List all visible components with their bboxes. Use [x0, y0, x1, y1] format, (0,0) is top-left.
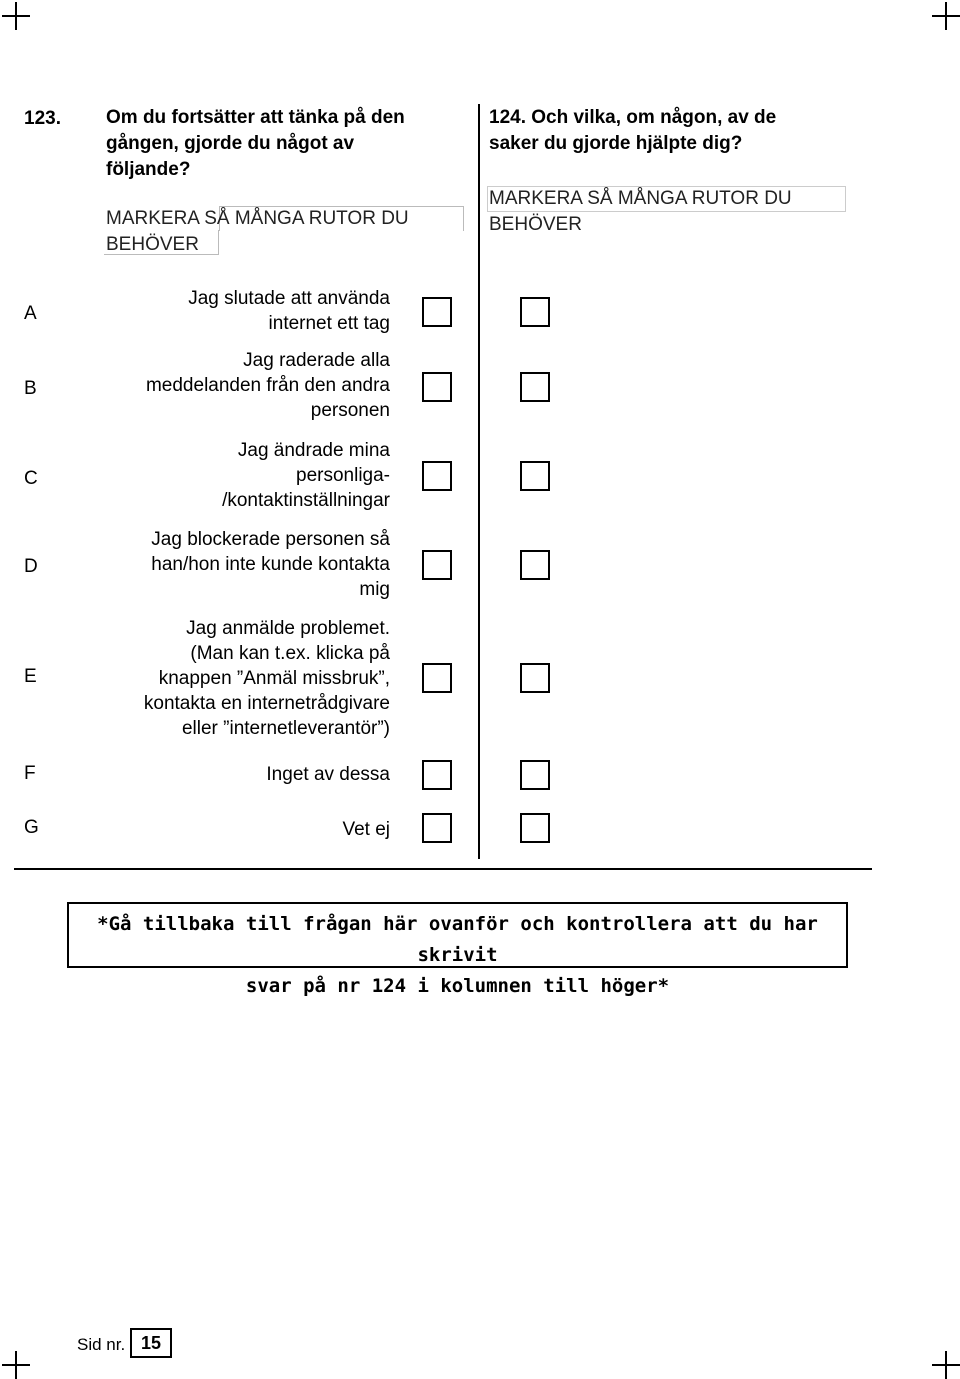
- row-g-q123-checkbox[interactable]: [422, 813, 452, 843]
- row-a-q124-checkbox[interactable]: [520, 297, 550, 327]
- row-d-q124-checkbox[interactable]: [520, 550, 550, 580]
- row-a-letter: A: [24, 303, 37, 324]
- question-123-number: 123.: [24, 108, 61, 129]
- row-d-q123-checkbox[interactable]: [422, 550, 452, 580]
- row-b-label: Jag raderade alla meddelanden från den andra personen: [145, 350, 390, 421]
- question-123-instruction: MARKERA SÅ MÅNGA RUTOR DU BEHÖVER: [106, 208, 409, 255]
- instruction-notice: *Gå tillbaka till frågan här ovanför och kontrollera att du har skrivit svar på nr 124 i kolumnen till höger*: [67, 902, 848, 968]
- row-c-label: Jag ändrade mina personliga- /kontaktinställningar: [222, 440, 390, 511]
- row-e-q123-checkbox[interactable]: [422, 663, 452, 693]
- row-g-label: Vet ej: [342, 819, 390, 840]
- row-b-letter: B: [24, 378, 37, 399]
- crop-mark-bottom-left: [2, 1351, 30, 1379]
- row-b-q124-checkbox[interactable]: [520, 372, 550, 402]
- row-g-q124-checkbox[interactable]: [520, 813, 550, 843]
- crop-mark-bottom-right: [932, 1351, 960, 1379]
- row-e-label: Jag anmälde problemet. (Man kan t.ex. klicka på knappen ”Anmäl missbruk”, kontakta en internetrådgivare eller ”internetleverantör”): [143, 618, 390, 739]
- row-a-q123-checkbox[interactable]: [422, 297, 452, 327]
- row-g-letter: G: [24, 817, 39, 838]
- column-divider: [478, 104, 480, 859]
- row-c-q124-checkbox[interactable]: [520, 461, 550, 491]
- row-e-q124-checkbox[interactable]: [520, 663, 550, 693]
- page-number: 15: [130, 1328, 172, 1358]
- row-f-q124-checkbox[interactable]: [520, 760, 550, 790]
- row-d-label: Jag blockerade personen så han/hon inte kunde kontakta mig: [151, 529, 390, 600]
- question-123-text: Om du fortsätter att tänka på den gången, gjorde du något av följande?: [106, 107, 405, 180]
- row-c-letter: C: [24, 468, 38, 489]
- section-divider: [14, 868, 872, 870]
- row-c-q123-checkbox[interactable]: [422, 461, 452, 491]
- crop-mark-top-left: [2, 2, 30, 30]
- row-b-q123-checkbox[interactable]: [422, 372, 452, 402]
- row-f-label: Inget av dessa: [266, 764, 390, 785]
- row-e-letter: E: [24, 666, 37, 687]
- row-f-q123-checkbox[interactable]: [422, 760, 452, 790]
- crop-mark-top-right: [932, 2, 960, 30]
- page-label: Sid nr.: [77, 1335, 126, 1354]
- row-d-letter: D: [24, 556, 38, 577]
- row-f-letter: F: [24, 763, 36, 784]
- row-a-label: Jag slutade att använda internet ett tag: [188, 288, 390, 334]
- question-124-instruction: MARKERA SÅ MÅNGA RUTOR DU BEHÖVER: [489, 188, 792, 235]
- question-124-text: 124. Och vilka, om någon, av de saker du gjorde hjälpte dig?: [489, 107, 777, 154]
